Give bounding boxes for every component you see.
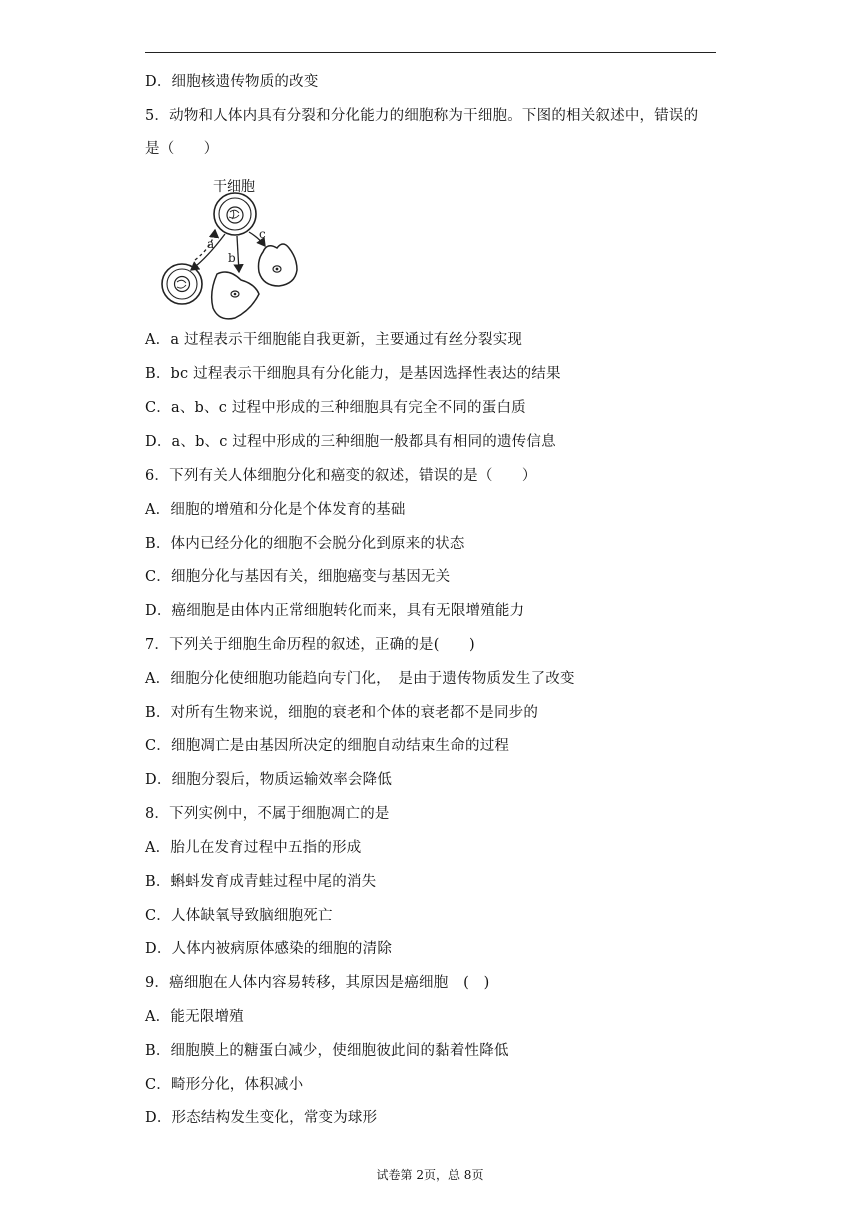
text-line: A．能无限增殖 — [145, 1009, 244, 1025]
text-line: B．细胞膜上的糖蛋白减少，使细胞彼此间的黏着性降低 — [145, 1043, 509, 1059]
text-line: 6．下列有关人体细胞分化和癌变的叙述，错误的是（ ） — [145, 468, 537, 484]
text-line: D．形态结构发生变化，常变为球形 — [145, 1110, 378, 1126]
text-line: A．细胞的增殖和分化是个体发育的基础 — [145, 502, 406, 518]
figure-title: 干细胞 — [213, 179, 255, 195]
text-line: 是（ ） — [145, 141, 219, 157]
stem-cell-diagram-icon — [155, 172, 315, 332]
text-line: D．人体内被病原体感染的细胞的清除 — [145, 941, 393, 957]
text-line: B．体内已经分化的细胞不会脱分化到原来的状态 — [145, 536, 465, 552]
text-line: A．a 过程表示干细胞能自我更新，主要通过有丝分裂实现 — [145, 332, 523, 348]
differentiated-cell-b-icon — [212, 272, 259, 319]
text-line: A．细胞分化使细胞功能趋向专门化， 是由于遗传物质发生了改变 — [145, 671, 575, 687]
text-line: 7．下列关于细胞生命历程的叙述，正确的是( ) — [145, 637, 475, 653]
daughter-stem-cell-icon — [162, 264, 202, 304]
differentiated-cell-c-icon — [259, 244, 298, 286]
text-line: B．对所有生物来说，细胞的衰老和个体的衰老都不是同步的 — [145, 705, 539, 721]
text-line: B．bc 过程表示干细胞具有分化能力，是基因选择性表达的结果 — [145, 366, 561, 382]
stem-cell-icon — [214, 193, 256, 235]
text-line: A．胎儿在发育过程中五指的形成 — [145, 840, 362, 856]
text-line: D．癌细胞是由体内正常细胞转化而来，具有无限增殖能力 — [145, 603, 525, 619]
page-footer: 试卷第 2页，总 8页 — [376, 1168, 484, 1182]
label-b: b — [228, 251, 236, 265]
stem-cell-figure — [155, 172, 315, 332]
text-line: C．细胞分化与基因有关，细胞癌变与基因无关 — [145, 569, 451, 585]
header-rule — [145, 52, 716, 53]
label-c: c — [259, 227, 266, 241]
label-a: a — [207, 237, 215, 251]
text-line: C．细胞凋亡是由基因所决定的细胞自动结束生命的过程 — [145, 738, 510, 754]
text-line: 8．下列实例中，不属于细胞凋亡的是 — [145, 806, 390, 822]
text-line: 5．动物和人体内具有分裂和分化能力的细胞称为干细胞。下图的相关叙述中，错误的 — [145, 108, 699, 124]
text-line: B．蝌蚪发育成青蛙过程中尾的消失 — [145, 874, 377, 890]
text-line: D．细胞核遗传物质的改变 — [145, 74, 319, 90]
text-line: D．a、b、c 过程中形成的三种细胞一般都具有相同的遗传信息 — [145, 434, 556, 450]
text-line: D．细胞分裂后，物质运输效率会降低 — [145, 772, 393, 788]
text-line: 9．癌细胞在人体内容易转移，其原因是癌细胞 ( ) — [145, 975, 490, 991]
text-line: C．畸形分化，体积减小 — [145, 1077, 304, 1093]
text-line: C．人体缺氧导致脑细胞死亡 — [145, 908, 333, 924]
text-line: C．a、b、c 过程中形成的三种细胞具有完全不同的蛋白质 — [145, 400, 526, 416]
